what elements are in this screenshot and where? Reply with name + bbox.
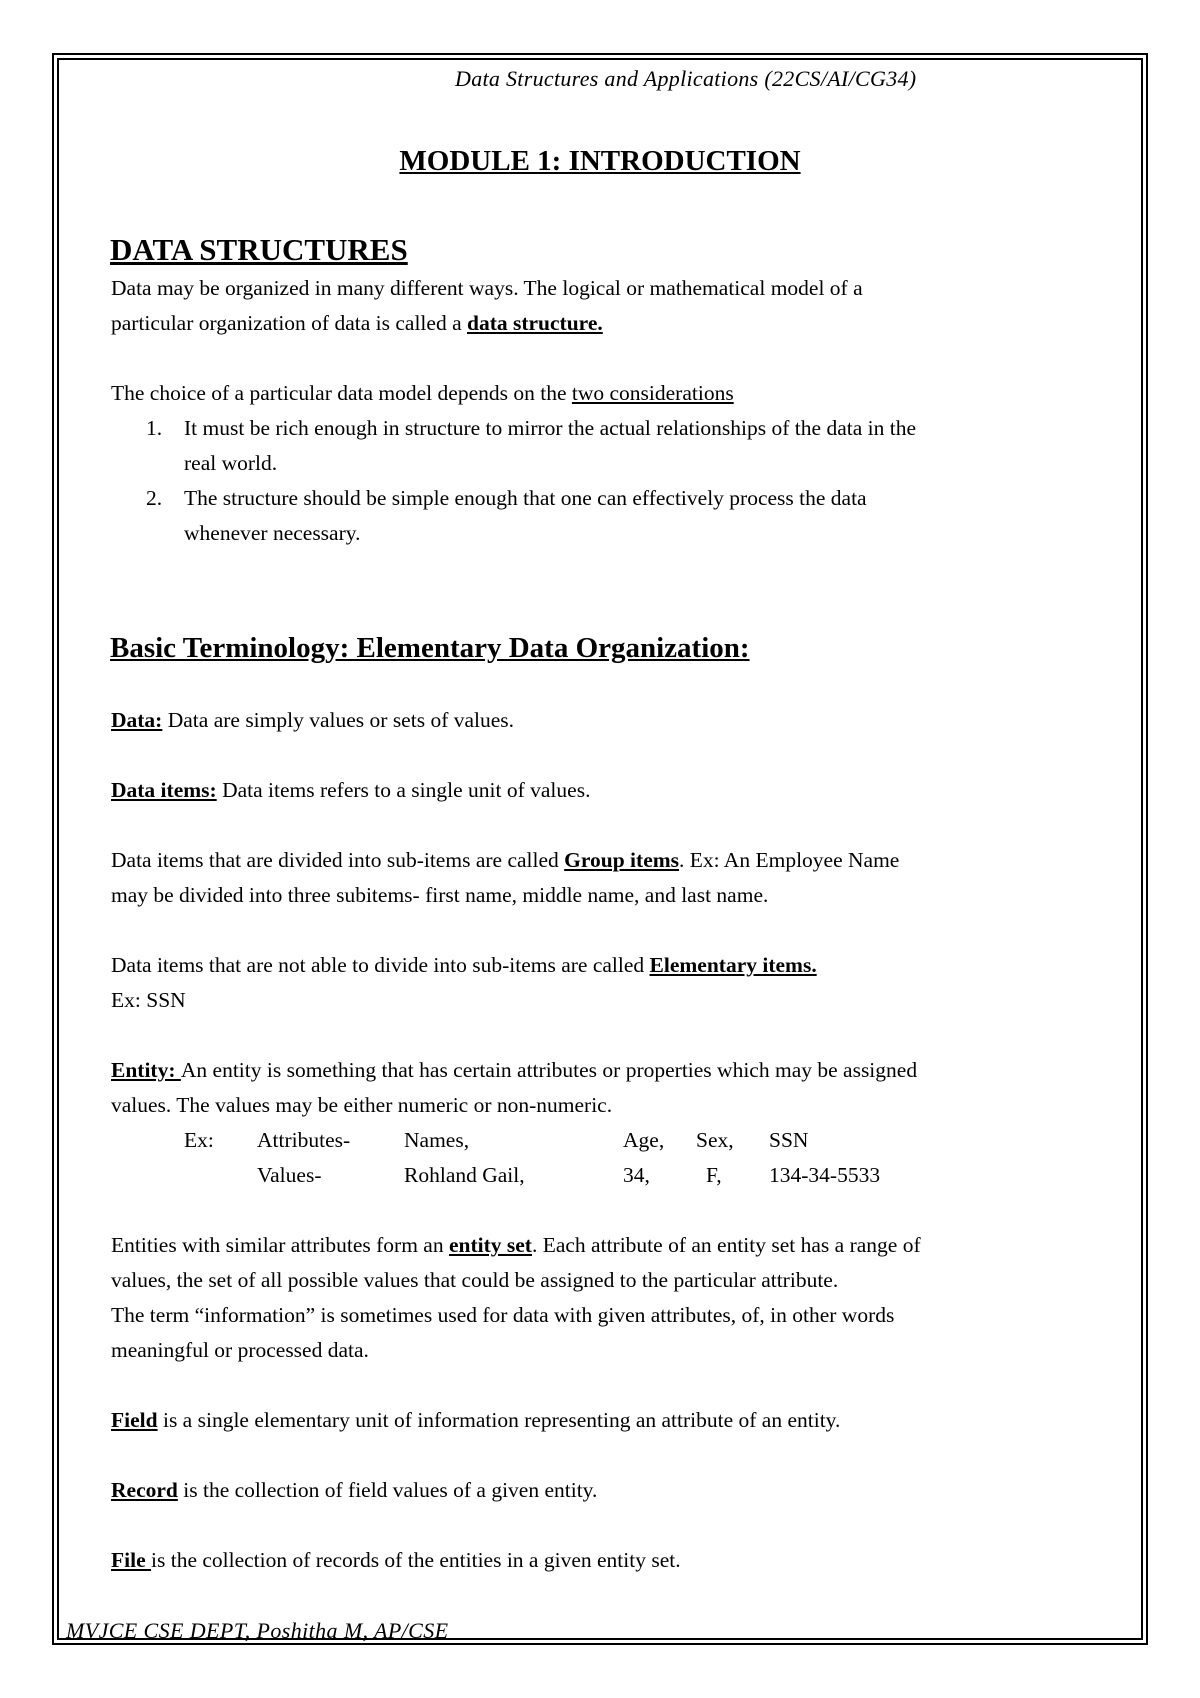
attribute-names: Names, (404, 1128, 470, 1152)
term-two-considerations: two considerations (571, 381, 734, 405)
record-definition (111, 1478, 597, 1503)
footer: MVJCE CSE DEPT, Poshitha M, AP/CSE (66, 1618, 449, 1643)
intro-text: particular organization of data is called a (111, 311, 467, 335)
value-sex: F, (706, 1163, 722, 1187)
entity-set-line-2: values, the set of all possible values that could be assigned to the particular attribute. (111, 1268, 839, 1292)
term-data-structure: data structure. (467, 311, 603, 335)
data-def-text: Data are simply values or sets of values. (162, 708, 515, 732)
group-pre-text: Data items that are divided into sub-items are called (111, 848, 565, 872)
value-ssn: 134-34-5533 (769, 1163, 881, 1187)
set-post-text: . Each attribute of an entity set has a range of (531, 1233, 921, 1257)
attribute-sex: Sex, (696, 1128, 734, 1152)
attribute-age: Age, (623, 1128, 665, 1152)
term-data-items: Data items: (111, 778, 217, 802)
section-title: DATA STRUCTURES (110, 232, 408, 267)
term-field: Field (111, 1408, 158, 1432)
attributes-label: Attributes- (257, 1128, 351, 1152)
term-group-items: Group items (564, 848, 680, 872)
file-def-text: is the collection of records of the entities in a given entity set. (151, 1548, 681, 1572)
list-number: 1. (146, 416, 163, 440)
term-entity: Entity: (111, 1058, 181, 1082)
field-def-text: is a single elementary unit of information representing an attribute of an entity. (157, 1408, 841, 1432)
term-entity-set: entity set (448, 1233, 532, 1257)
attribute-ssn: SSN (769, 1128, 809, 1152)
terminology-title: Basic Terminology: Elementary Data Organization: (110, 632, 750, 664)
group-post-text: . Ex: An Employee Name (679, 848, 900, 872)
elem-pre-text: Data items that are not able to divide into sub-items are called (111, 953, 650, 977)
elementary-example: Ex: SSN (111, 988, 186, 1012)
list-item-2-line-1: The structure should be simple enough that one can effectively process the data (184, 486, 867, 510)
example-label: Ex: (184, 1128, 214, 1152)
entity-line-1 (111, 1058, 917, 1083)
module-title: MODULE 1: INTRODUCTION (399, 145, 801, 177)
information-line-1: The term “information” is sometimes used for data with given attributes, of, in other words (111, 1303, 895, 1327)
entity-set-line-1 (111, 1233, 921, 1258)
term-data: Data: (111, 708, 163, 732)
term-file: File (111, 1548, 151, 1572)
set-pre-text: Entities with similar attributes form an (111, 1233, 449, 1257)
data-items-def-text: Data items refers to a single unit of values. (216, 778, 591, 802)
data-items-definition (111, 778, 590, 803)
choice-text: The choice of a particular data model depends on the (111, 381, 572, 405)
list-number: 2. (146, 486, 163, 510)
value-age: 34, (623, 1163, 650, 1187)
list-item-1-line-1: It must be rich enough in structure to mirror the actual relationships of the data in the (184, 416, 916, 440)
intro-line-1: Data may be organized in many different ways. The logical or mathematical model of a (111, 276, 863, 300)
term-elementary-items: Elementary items. (649, 953, 817, 977)
list-item-1-line-2: real world. (184, 451, 278, 475)
field-definition (111, 1408, 840, 1433)
group-items-line-2: may be divided into three subitems- first name, middle name, and last name. (111, 883, 769, 907)
list-item-2-line-2: whenever necessary. (184, 521, 361, 545)
values-label: Values- (257, 1163, 322, 1187)
running-header: Data Structures and Applications (22CS/AI/CG34) (455, 66, 917, 91)
group-items-line-1 (111, 848, 899, 873)
data-definition (111, 708, 514, 733)
information-line-2: meaningful or processed data. (111, 1338, 369, 1362)
elementary-items-line (111, 953, 817, 978)
entity-def-text: An entity is something that has certain attributes or properties which may be assigned (180, 1058, 918, 1082)
intro-line-2 (111, 311, 603, 336)
term-record: Record (111, 1478, 178, 1502)
record-def-text: is the collection of field values of a given entity. (177, 1478, 598, 1502)
value-name: Rohland Gail, (404, 1163, 525, 1187)
entity-line-2: values. The values may be either numeric or non-numeric. (111, 1093, 613, 1117)
choice-line (111, 381, 734, 406)
file-definition (111, 1548, 681, 1573)
